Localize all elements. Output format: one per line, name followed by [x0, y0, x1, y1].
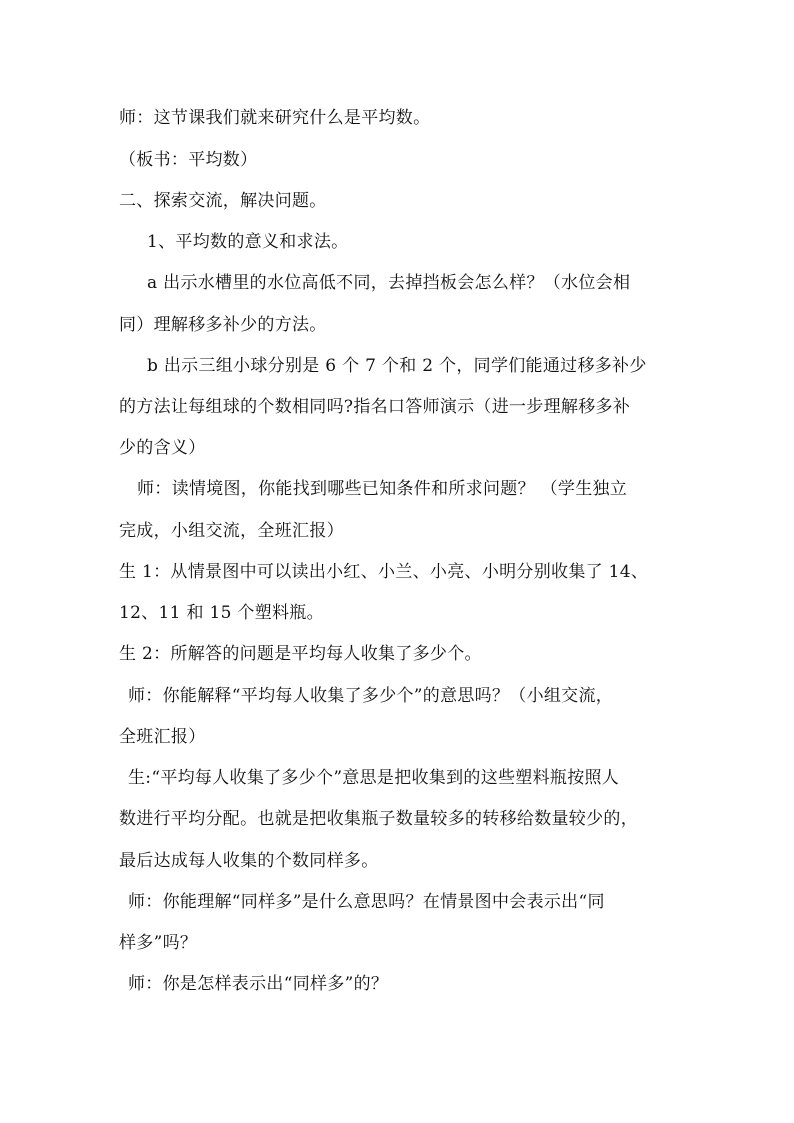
- text-line: 完成，小组交流，全班汇报）: [119, 521, 344, 541]
- text-line: 生:“平均每人收集了多少个”意思是把收集到的这些塑料瓶按照人: [128, 768, 620, 788]
- text-line: 样多”吗？: [119, 933, 198, 953]
- text-line: 数进行平均分配。也就是把收集瓶子数量较多的转移给数量较少的，: [119, 809, 638, 829]
- text-line: 二、探索交流，解决问题。: [119, 191, 327, 211]
- text-line: （板书：平均数）: [119, 150, 258, 170]
- text-line: 1、平均数的意义和求法。: [147, 232, 349, 252]
- text-line: 12、11 和 15 个塑料瓶。: [119, 603, 324, 623]
- text-line: 师：你能理解“同样多”是什么意思吗？在情景图中会表示出“同: [128, 892, 605, 912]
- text-line: 师：读情境图，你能找到哪些已知条件和所求问题？ （学生独立: [137, 479, 628, 499]
- text-line: 师：你能解释“平均每人收集了多少个”的意思吗？（小组交流，: [128, 686, 614, 706]
- text-line: a 出示水槽里的水位高低不同，去掉挡板会怎么样？（水位会相: [147, 273, 631, 293]
- text-line: 的方法让每组球的个数相同吗?指名口答师演示（进一步理解移多补: [119, 397, 631, 417]
- text-line: 生 2：所解答的问题是平均每人收集了多少个。: [119, 644, 482, 664]
- text-line: 师：你是怎样表示出“同样多”的？: [128, 974, 389, 994]
- text-line: b 出示三组小球分别是 6 个 7 个和 2 个，同学们能通过移多补少: [147, 356, 647, 376]
- text-line: 少的含义）: [119, 438, 206, 458]
- text-line: 全班汇报）: [119, 727, 206, 747]
- text-line: 师：这节课我们就来研究什么是平均数。: [119, 108, 431, 128]
- text-line: 最后达成每人收集的个数同样多。: [119, 851, 379, 871]
- text-line: 生 1：从情景图中可以读出小红、小兰、小亮、小明分别收集了 14、: [119, 562, 649, 582]
- text-line: 同）理解移多补少的方法。: [119, 315, 327, 335]
